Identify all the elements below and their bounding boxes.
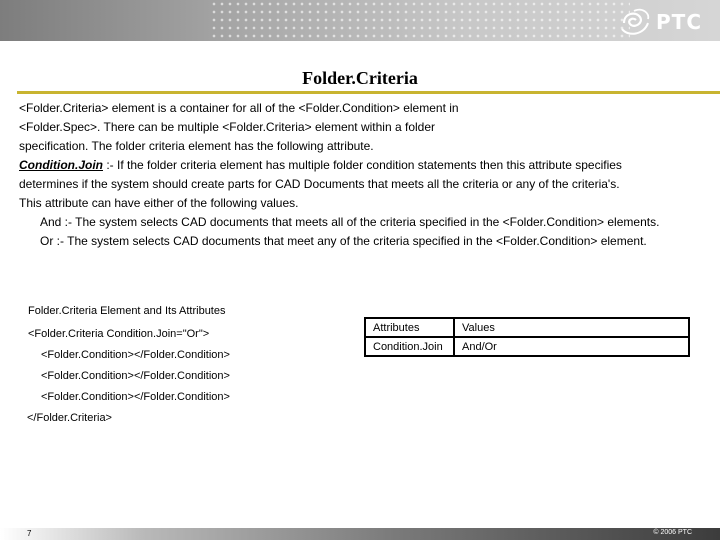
ptc-logo [618,5,702,39]
body-line-rest: :- If the folder criteria element has multiple folder condition statements then this attribute specifies [102,158,622,172]
table-cell: Condition.Join [365,337,454,356]
footer-bar [0,528,720,540]
copyright: © 2006 PTC [653,529,692,536]
value-or-line: Or :- The system selects CAD documents that meet any of the criteria specified in the <Folder.Condition> element. [40,234,647,248]
description [19,99,719,251]
code-line: <Folder.Condition></Folder.Condition> [41,349,230,361]
title-underline [17,91,720,94]
table-header-row [365,318,689,337]
table-header-cell: Attributes [365,318,454,337]
body-line: determines if the system should create parts for CAD Documents that meets all the criteria or any of the criteria's. [19,177,620,191]
example-block [28,305,328,429]
ptc-swirl-icon [618,7,652,37]
code-line: <Folder.Criteria Condition.Join="Or"> [28,328,210,340]
header-banner [0,0,720,41]
table-cell: And/Or [454,337,689,356]
dot-pattern [210,0,630,41]
body-line [19,156,719,175]
table-row [365,337,689,356]
example-heading: Folder.Criteria Element and Its Attributes [28,305,226,317]
attributes-table [364,317,690,357]
page-title: Folder.Criteria [302,68,418,88]
attribute-term: Condition.Join [19,158,103,172]
value-and-line: And :- The system selects CAD documents that meets all of the criteria specified in the <Folder.Condition> elements. [40,215,660,229]
table-header-cell: Values [454,318,689,337]
body-line: <Folder.Spec>. There can be multiple <Folder.Criteria> element within a folder [19,120,436,134]
code-line: <Folder.Condition></Folder.Condition> [41,391,230,403]
code-line: <Folder.Condition></Folder.Condition> [41,370,230,382]
code-line: </Folder.Criteria> [27,412,112,424]
page-number: 7 [27,529,32,538]
body-line: specification. The folder criteria element has the following attribute. [19,139,374,153]
logo-text: PTC [656,10,702,34]
body-line: This attribute can have either of the following values. [19,196,299,210]
body-line: <Folder.Criteria> element is a container for all of the <Folder.Condition> element in [19,101,459,115]
